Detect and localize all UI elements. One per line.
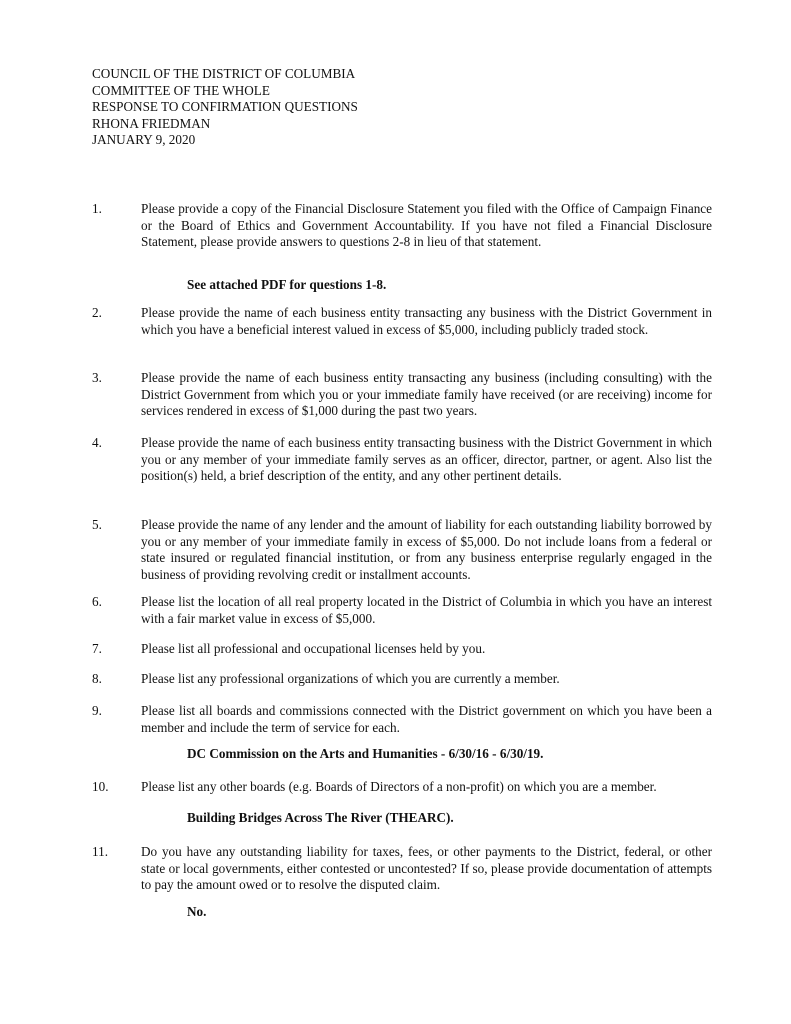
question-text: Please provide the name of each business entity transacting any business with the District Government in which you have a beneficial interest valued in excess of $5,000, including publicly traded stock. xyxy=(141,305,712,337)
question-number: 8. xyxy=(92,671,102,686)
question-text: Please list the location of all real property located in the District of Columbia in which you have an interest with a fair market value in excess of $5,000. xyxy=(141,594,712,626)
question-number: 1. xyxy=(92,201,102,216)
question-text: Do you have any outstanding liability for taxes, fees, or other payments to the District, federal, or other state or local governments, either contested or uncontested? If so, please provide documentation of attempts to pay the amount owed or to resolve the disputed claim. xyxy=(141,844,712,893)
header-committee: COMMITTEE OF THE WHOLE xyxy=(92,82,270,98)
question-number: 11. xyxy=(92,844,108,859)
question-number: 2. xyxy=(92,305,102,320)
question-text: Please list all boards and commissions connected with the District government on which you have been a member and include the term of service for each. xyxy=(141,703,712,735)
question-number: 7. xyxy=(92,641,102,656)
question-text: Please provide the name of each business entity transacting any business (including consulting) with the District Government from which you or your immediate family have received (or are receiving) income for services rendered in excess of $1,000 during the past two years. xyxy=(141,370,712,419)
question-number: 5. xyxy=(92,517,102,532)
header-council: COUNCIL OF THE DISTRICT OF COLUMBIA xyxy=(92,66,356,81)
answer-11: No. xyxy=(187,904,207,919)
answer-9: DC Commission on the Arts and Humanities - 6/30/16 - 6/30/19. xyxy=(187,746,544,761)
document-header xyxy=(92,66,358,149)
question-text: Please provide the name of any lender and the amount of liability for each outstanding liability borrowed by you or any member of your immediate family in excess of $5,000. Do not include loans from a federal or state insured or regulated financial institution, or from any business enterprise regularly engaged in the business of providing revolving credit or installment accounts. xyxy=(141,517,712,582)
question-text: Please provide the name of each business entity transacting business with the District Government in which you or any member of your immediate family serves as an officer, director, partner, or agent. Also list the position(s) held, a brief description of the entity, and any other pertinent details. xyxy=(141,435,712,484)
header-document-type: RESPONSE TO CONFIRMATION QUESTIONS xyxy=(92,99,358,114)
question-text: Please provide a copy of the Financial Disclosure Statement you filed with the Office of Campaign Finance or the Board of Ethics and Government Accountability. If you have not filed a Financial Disclosure Statement, please provide answers to questions 2-8 in lieu of that statement. xyxy=(141,201,712,250)
question-number: 3. xyxy=(92,370,102,385)
question-number: 6. xyxy=(92,594,102,609)
question-text: Please list any professional organizations of which you are currently a member. xyxy=(141,671,560,686)
answer-1: See attached PDF for questions 1-8. xyxy=(187,277,387,292)
question-number: 9. xyxy=(92,703,102,718)
question-number: 10. xyxy=(92,779,109,794)
header-date: JANUARY 9, 2020 xyxy=(92,132,196,147)
header-nominee-name: RHONA FRIEDMAN xyxy=(92,115,211,131)
question-text: Please list any other boards (e.g. Boards of Directors of a non-profit) on which you are a member. xyxy=(141,779,657,794)
question-number: 4. xyxy=(92,435,102,450)
answer-10: Building Bridges Across The River (THEARC). xyxy=(187,810,454,825)
question-text: Please list all professional and occupational licenses held by you. xyxy=(141,641,486,656)
